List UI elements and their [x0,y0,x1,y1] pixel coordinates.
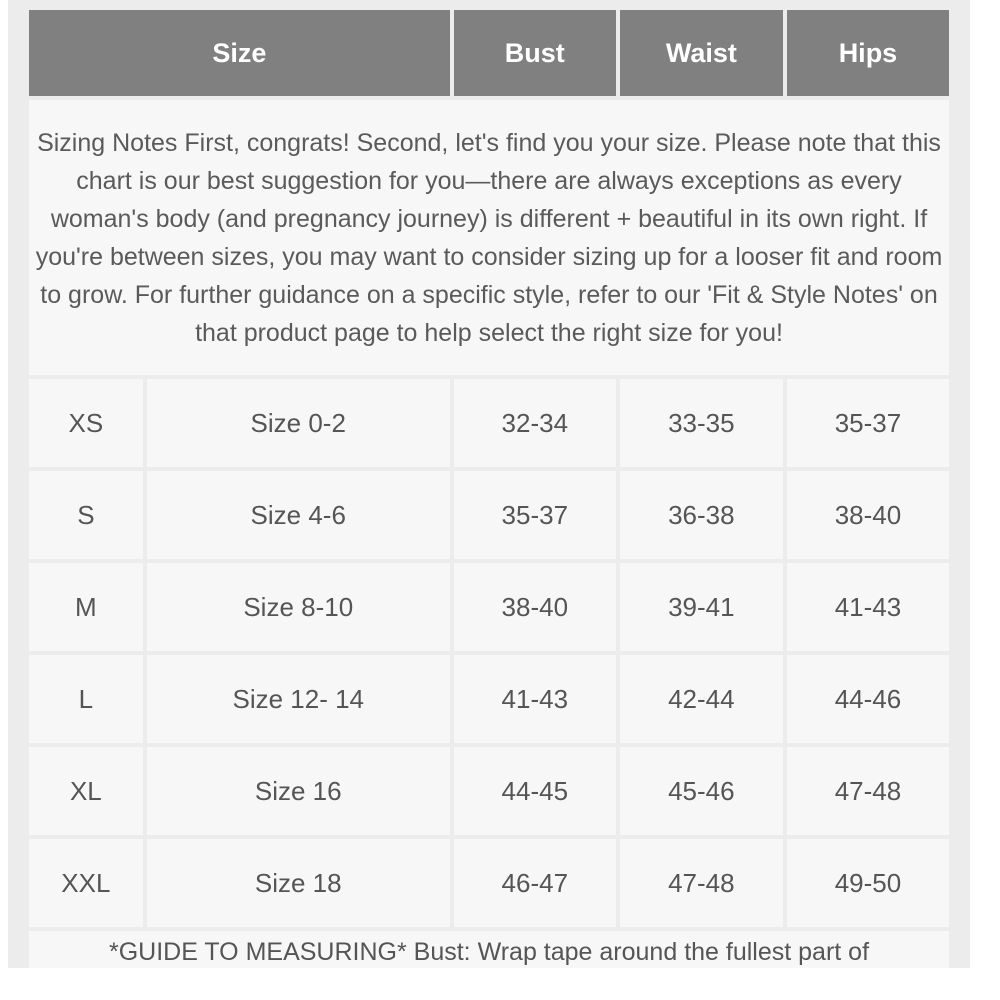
header-row [29,10,949,96]
table-row [29,655,949,743]
size-range: Size 16 [147,747,450,835]
bottom-edge [0,968,1000,1000]
table-row [29,379,949,467]
measuring-guide: *GUIDE TO MEASURING* Bust: Wrap tape around the fullest part of [29,931,949,973]
size-label: L [29,655,143,743]
size-label: XS [29,379,143,467]
size-range: Size 4-6 [147,471,450,559]
size-label: M [29,563,143,651]
sizing-notes: Sizing Notes First, congrats! Second, let's find you your size. Please note that this chart is our best suggestion for you—there are always exceptions as every woman's body (and pregnancy journey) is different + beautiful in its own right. If you're between sizes, you may want to consider sizing up for a looser fit and room to grow. For further guidance on a specific style, refer to our 'Fit & Style Notes' on that product page to help select the right size for you! [29,100,949,375]
bust-value: 35-37 [454,471,616,559]
size-label: S [29,471,143,559]
waist-value: 42-44 [620,655,783,743]
header-waist: Waist [620,10,783,96]
bust-value: 46-47 [454,839,616,927]
size-chart-panel [8,0,970,985]
hips-value: 44-46 [787,655,949,743]
header-size: Size [29,10,450,96]
size-range: Size 0-2 [147,379,450,467]
bust-value: 32-34 [454,379,616,467]
table-row [29,563,949,651]
size-range: Size 12- 14 [147,655,450,743]
hips-value: 38-40 [787,471,949,559]
size-label: XXL [29,839,143,927]
bust-value: 44-45 [454,747,616,835]
waist-value: 47-48 [620,839,783,927]
guide-row [29,931,949,973]
hips-value: 47-48 [787,747,949,835]
table-row [29,747,949,835]
hips-value: 35-37 [787,379,949,467]
size-label: XL [29,747,143,835]
waist-value: 36-38 [620,471,783,559]
hips-value: 41-43 [787,563,949,651]
size-chart-table [25,6,953,977]
bust-value: 41-43 [454,655,616,743]
waist-value: 45-46 [620,747,783,835]
hips-value: 49-50 [787,839,949,927]
bust-value: 38-40 [454,563,616,651]
size-range: Size 18 [147,839,450,927]
size-range: Size 8-10 [147,563,450,651]
header-hips: Hips [787,10,949,96]
table-row [29,471,949,559]
table-row [29,839,949,927]
header-bust: Bust [454,10,616,96]
waist-value: 39-41 [620,563,783,651]
notes-row [29,100,949,375]
waist-value: 33-35 [620,379,783,467]
